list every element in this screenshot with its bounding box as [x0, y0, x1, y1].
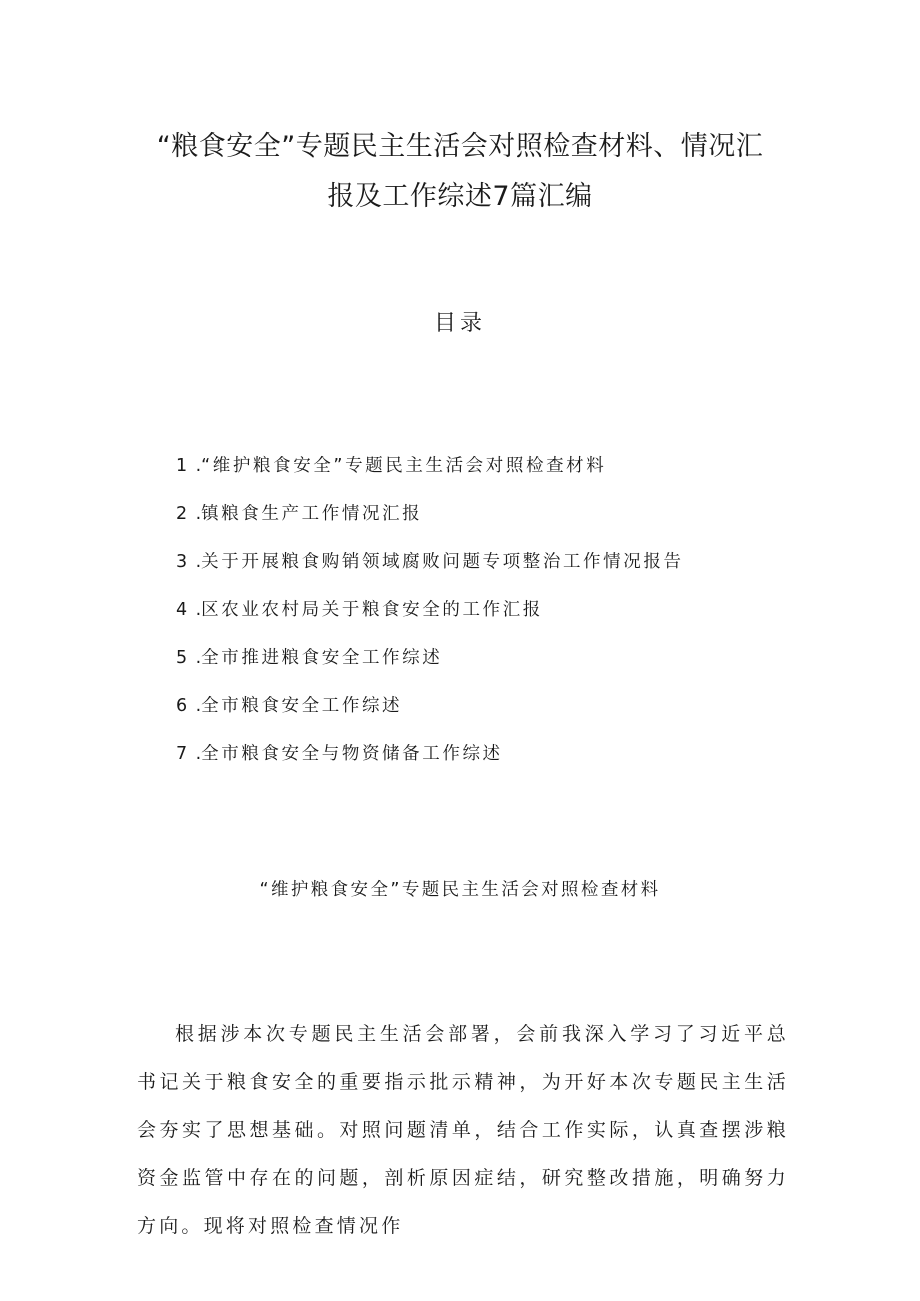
toc-item-separator: .	[190, 696, 202, 716]
toc-item-separator: .	[190, 456, 202, 476]
toc-item-number: 1	[176, 456, 190, 476]
toc-item-6[interactable]	[176, 688, 796, 736]
toc-item-text: 镇粮食生产工作情况汇报	[201, 504, 423, 524]
toc-item-text: 全市粮食安全与物资储备工作综述	[201, 744, 503, 764]
toc-item-separator: .	[190, 552, 202, 572]
toc-item-text: 全市推进粮食安全工作综述	[201, 648, 443, 668]
toc-item-5[interactable]	[176, 640, 796, 688]
toc-item-number: 3	[176, 552, 190, 572]
toc-item-7[interactable]	[176, 736, 796, 784]
toc-item-1[interactable]	[176, 448, 796, 496]
section-title: “维护粮食安全”专题民主生活会对照检查材料	[259, 880, 661, 900]
toc-item-number: 6	[176, 696, 190, 716]
toc-item-text: 关于开展粮食购销领域腐败问题专项整治工作情况报告	[201, 552, 684, 572]
toc-heading: 目录	[433, 311, 486, 336]
toc-item-separator: .	[190, 744, 202, 764]
title-line-1: “粮食安全”专题民主生活会对照检查材料、情况汇	[156, 131, 764, 163]
toc-item-2[interactable]	[176, 496, 796, 544]
toc-item-number: 2	[176, 504, 190, 524]
toc-item-text: 全市粮食安全工作综述	[201, 696, 403, 716]
toc-item-separator: .	[190, 600, 202, 620]
toc-item-4[interactable]	[176, 592, 796, 640]
toc-item-number: 4	[176, 600, 190, 620]
body-paragraph: 根据涉本次专题民主生活会部署，会前我深入学习了习近平总书记关于粮食安全的重要指示批示精神，为开好本次专题民主生活会夯实了思想基础。对照问题清单，结合工作实际，认真查摆涉粮资金监管中存在的问题，剖析原因症结，研究整改措施，明确努力方向。现将对照检查情况作	[137, 1023, 789, 1237]
toc-item-text: “维护粮食安全”专题民主生活会对照检查材料	[201, 456, 607, 476]
table-of-contents	[176, 448, 796, 784]
toc-item-separator: .	[190, 504, 202, 524]
document-title	[140, 122, 780, 222]
toc-item-separator: .	[190, 648, 202, 668]
toc-item-number: 5	[176, 648, 190, 668]
toc-item-3[interactable]	[176, 544, 796, 592]
toc-item-number: 7	[176, 744, 190, 764]
title-line-2: 报及工作综述7篇汇编	[327, 181, 593, 213]
toc-item-text: 区农业农村局关于粮食安全的工作汇报	[201, 600, 543, 620]
